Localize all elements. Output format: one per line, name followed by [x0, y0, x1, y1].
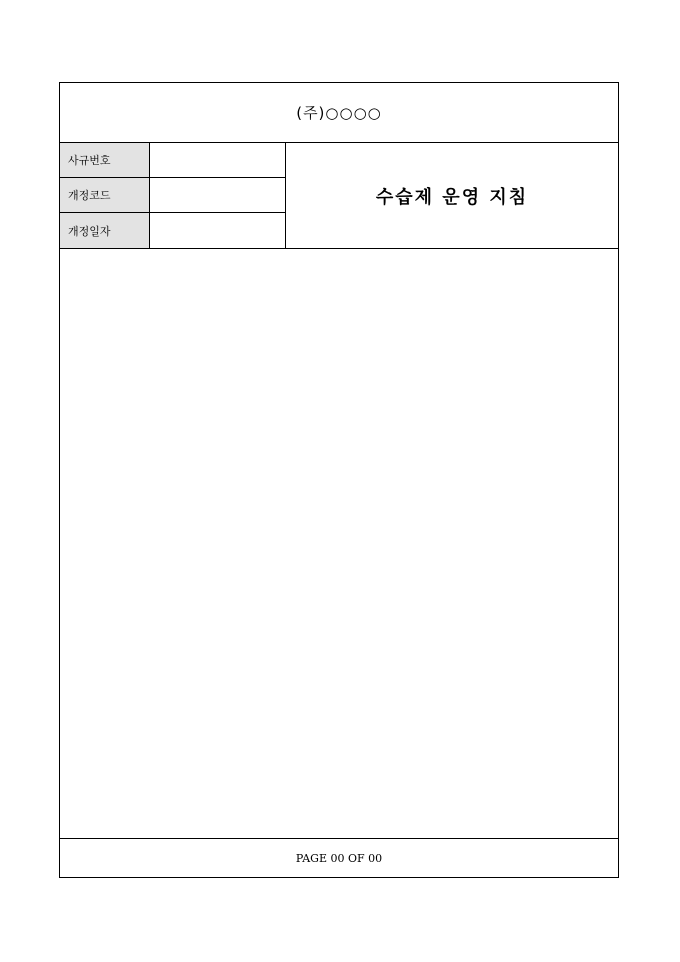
info-label: 사규번호	[60, 143, 150, 177]
page-footer: PAGE 00 OF 00	[60, 838, 618, 877]
info-row-revision-code	[60, 178, 285, 213]
info-label: 개정일자	[60, 213, 150, 248]
info-row-regulation-number	[60, 143, 285, 178]
document-info-block	[60, 143, 618, 249]
info-label: 개정코드	[60, 178, 150, 212]
info-value	[150, 143, 285, 177]
info-row-revision-date	[60, 213, 285, 248]
company-name: (주)○○○○	[60, 83, 618, 143]
document-body	[60, 249, 618, 838]
info-value	[150, 178, 285, 212]
info-value	[150, 213, 285, 248]
document-title: 수습제 운영 지침	[285, 143, 618, 248]
document-frame	[59, 82, 619, 878]
